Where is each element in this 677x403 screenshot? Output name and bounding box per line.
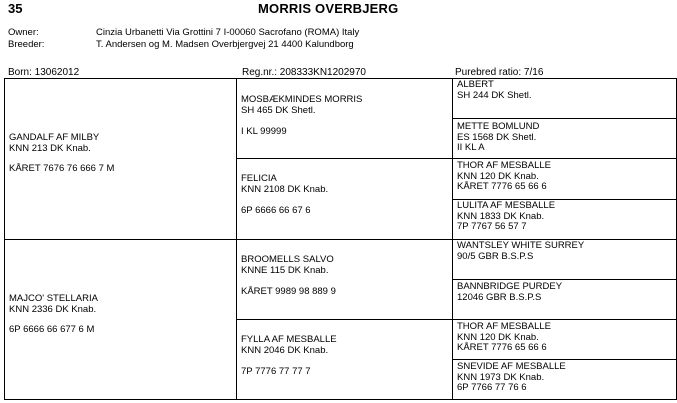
dam-dam-dam-reg: KNN 1973 DK Knab. <box>457 371 545 383</box>
dam-dam-dam-cell <box>457 362 566 394</box>
sire-dam-sire-cell <box>457 161 551 193</box>
sire-sire-sire-reg: SH 244 DK Shetl. <box>457 89 532 101</box>
sire-note: KÅRET 7676 76 666 7 M <box>9 163 115 174</box>
sire-dam-dam-cell <box>457 201 555 233</box>
sire-sire-reg: SH 465 DK Shetl. <box>241 104 316 116</box>
sire-reg: KNN 213 DK Knab. <box>9 142 91 154</box>
sire-name: GANDALF AF MILBY <box>9 132 100 143</box>
sire-sire-dam-cell <box>457 122 539 154</box>
dam-reg: KNN 2336 DK Knab. <box>9 303 97 315</box>
purebred-ratio: Purebred ratio: 7/16 <box>455 67 544 78</box>
breeder-label: Breeder: <box>8 39 45 50</box>
dam-dam-name: FYLLA AF MESBALLE <box>241 334 337 345</box>
dam-cell <box>9 294 98 336</box>
reg-number: Reg.nr.: 208333KN1202970 <box>242 67 366 78</box>
sire-dam-dam-note: 7P 7767 56 57 7 <box>457 221 527 232</box>
sire-dam-dam-reg: KNN 1833 DK Knab. <box>457 210 545 222</box>
sire-dam-name: FELICIA <box>241 173 277 184</box>
dam-sire-note: KÅRET 9989 98 889 9 <box>241 286 336 297</box>
sire-sire-note: I KL 99999 <box>241 126 287 137</box>
sire-sire-sire-cell <box>457 80 531 101</box>
dam-name: MAJCO' STELLARIA <box>9 293 98 304</box>
dam-sire-dam-reg: 12046 GBR B.S.P.S <box>457 291 542 303</box>
dam-dam-sire-cell <box>457 322 551 354</box>
sire-sire-name: MOSBÆKMINDES MORRIS <box>241 94 363 105</box>
dam-note: 6P 6666 66 677 6 M <box>9 324 95 335</box>
sire-sire-cell <box>241 95 362 138</box>
sire-dam-sire-note: KÅRET 7776 65 66 6 <box>457 181 547 192</box>
page-title: MORRIS OVERBJERG <box>258 1 399 16</box>
dam-dam-sire-name: THOR AF MESBALLE <box>457 321 551 332</box>
dam-dam-sire-reg: KNN 120 DK Knab. <box>457 331 539 343</box>
dam-sire-sire-name: WANTSLEY WHITE SURREY <box>457 240 585 251</box>
sire-dam-cell <box>241 174 328 217</box>
dam-sire-cell <box>241 255 336 298</box>
sire-dam-dam-name: LULITA AF MESBALLE <box>457 200 556 211</box>
dam-sire-dam-name: BANNBRIDGE PURDEY <box>457 281 563 292</box>
sire-sire-sire-name: ALBERT <box>457 79 494 90</box>
sire-cell <box>9 133 114 175</box>
sire-dam-note: 6P 6666 66 67 6 <box>241 205 311 216</box>
sire-sire-dam-note: II KL A <box>457 142 485 153</box>
dam-dam-note: 7P 7776 77 77 7 <box>241 366 311 377</box>
dam-sire-dam-cell <box>457 282 562 303</box>
dam-dam-cell <box>241 335 337 378</box>
breeder-value: T. Andersen og M. Madsen Overbjergvej 21 4400 Kalundborg <box>96 39 354 50</box>
dam-dam-dam-name: SNEVIDE AF MESBALLE <box>457 361 566 372</box>
dam-dam-dam-note: 6P 7766 77 76 6 <box>457 382 527 393</box>
sire-dam-sire-reg: KNN 120 DK Knab. <box>457 170 539 182</box>
dam-dam-sire-note: KÅRET 7776 65 66 6 <box>457 342 547 353</box>
born-date: Born: 13062012 <box>8 67 80 78</box>
catalog-number: 35 <box>8 1 23 16</box>
dam-dam-reg: KNN 2046 DK Knab. <box>241 344 329 356</box>
sire-sire-dam-reg: ES 1568 DK Shetl. <box>457 131 537 143</box>
sire-dam-sire-name: THOR AF MESBALLE <box>457 160 551 171</box>
dam-sire-name: BROOMELLS SALVO <box>241 254 334 265</box>
owner-label: Owner: <box>8 27 39 38</box>
sire-sire-dam-name: METTE BOMLUND <box>457 121 540 132</box>
dam-sire-reg: KNNE 115 DK Knab. <box>241 264 329 276</box>
owner-value: Cinzia Urbanetti Via Grottini 7 I-00060 Sacrofano (ROMA) Italy <box>96 27 360 38</box>
dam-sire-sire-cell <box>457 241 584 262</box>
sire-dam-reg: KNN 2108 DK Knab. <box>241 183 329 195</box>
dam-sire-sire-reg: 90/5 GBR B.S.P.S <box>457 250 534 262</box>
